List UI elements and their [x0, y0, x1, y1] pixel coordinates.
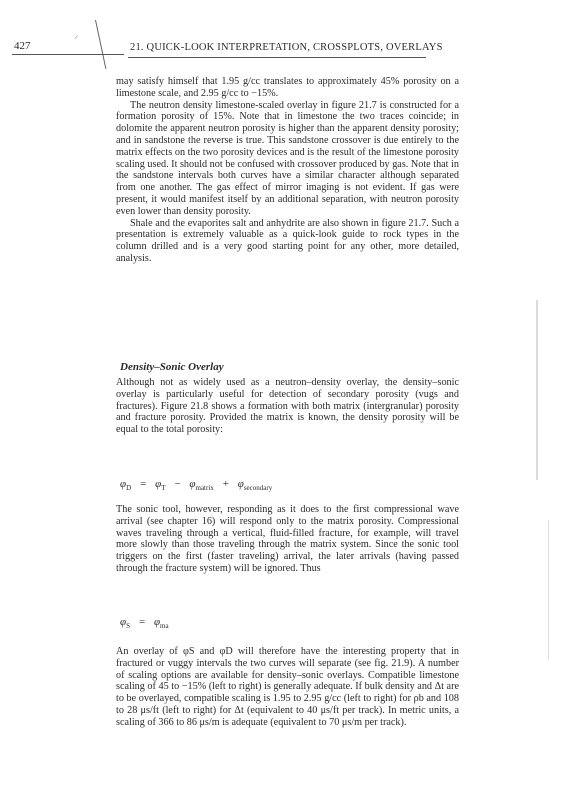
- running-head: 21. QUICK-LOOK INTERPRETATION, CROSSPLOTS, OVERLAYS: [130, 42, 443, 53]
- eq1-lhs: φ: [120, 478, 127, 490]
- header-rule-left: [12, 54, 124, 55]
- eq2-rhs-sub: ma: [160, 622, 169, 631]
- eq1-rhs1: φ: [155, 478, 162, 490]
- paragraph-5: The sonic tool, however, responding as it does to the first compressional wave arrival (see chapter 16) will respond only to the matrix porosity. Compressional waves traveling through a vertical, fluid-filled fracture, for example, will travel more slowly than those traveling through the matrix system. Since the sonic tool triggers on the first (faster traveling) arrival, the later arrivals (having passed through the fracture system) will be ignored. Thus: [116, 504, 459, 574]
- eq1-op-minus: −: [173, 478, 182, 490]
- section-heading: Density–Sonic Overlay: [120, 361, 224, 373]
- eq1-op-plus: +: [222, 478, 230, 490]
- header-rule-right: [128, 57, 426, 58]
- eq1-rhs1-sub: T: [161, 484, 166, 493]
- paragraph-1: may satisfy himself that 1.95 g/cc translates to approximately 45% porosity on a limestone scale, and 2.95 g/cc to −15%.: [116, 76, 459, 99]
- paragraph-4: Although not as widely used as a neutron–density overlay, the density–sonic overlay is particularly useful for detection of secondary porosity (vugs and fractures). Figure 21.8 shows a formation with both matrix (intergranular) porosity and fracture porosity. Provided the matrix is known, the density porosity will be equal to the total porosity:: [116, 377, 459, 436]
- text-block-sonic: [116, 504, 459, 575]
- eq1-rhs2-sub: matrix: [195, 484, 214, 493]
- margin-mark: ⸝: [74, 30, 79, 40]
- equation-total-porosity: [120, 478, 272, 492]
- text-block-overlay: [116, 646, 459, 729]
- eq1-rhs3: φ: [237, 478, 244, 490]
- eq2-rhs: φ: [153, 616, 161, 628]
- page-number: 427: [14, 40, 31, 52]
- eq1-rhs3-sub: secondary: [243, 484, 273, 493]
- eq2-lhs-sub: S: [126, 622, 130, 631]
- scan-edge-noise: [536, 300, 538, 480]
- eq1-op-eq: =: [139, 478, 147, 490]
- text-block-density-sonic: [116, 377, 459, 436]
- paragraph-2: The neutron density limestone-scaled overlay in figure 21.7 is constructed for a formation porosity of 15%. Note that in limestone the two traces coincide; in dolomite the apparent neutron porosity is higher than the apparent density porosity; and in sandstone the reverse is true. This sandstone crossover is due entirely to the matrix effects on the two porosity devices and is the result of the limestone porosity scaling used. It should not be confused with crossover produced by gas. Note that in the sandstone intervals both curves have a similar character although separated from one another. The gas effect of mirror imaging is not evident. If gas were present, it would manifest itself by an additional separation, with neutron porosity even lower than density porosity.: [116, 99, 459, 217]
- eq1-rhs2: φ: [189, 478, 196, 490]
- eq2-op: =: [138, 616, 146, 628]
- equation-sonic-porosity: [120, 616, 169, 630]
- paragraph-6: An overlay of φS and φD will therefore have the interesting property that in fractured or vuggy intervals the two curves will separate (see fig. 21.9). A number of scaling options are available for density–sonic overlays. Compatible limestone scaling of 45 to −15% (left to right) is generally adequate. If bulk density and Δt are to be overlayed, compatible scaling is 1.95 to 2.95 g/cc (left to right) for ρb and 108 to 28 μs/ft (left to right) for Δt (equivalent to 40 μs/ft per track). In metric units, a scaling of 366 to 86 μs/m is adequate (equivalent to 70 μs/m per track).: [116, 646, 459, 728]
- eq2-lhs: φ: [120, 616, 127, 628]
- text-block-top: [116, 76, 459, 265]
- scan-edge-noise-2: [548, 520, 549, 660]
- gutter-line: [95, 20, 106, 69]
- eq1-lhs-sub: D: [126, 484, 132, 493]
- paragraph-3: Shale and the evaporites salt and anhydrite are also shown in figure 21.7. Such a presentation is extremely valuable as a quick-look guide to rock types in the column drilled and is a very good starting point for any other, more detailed, analysis.: [116, 217, 459, 264]
